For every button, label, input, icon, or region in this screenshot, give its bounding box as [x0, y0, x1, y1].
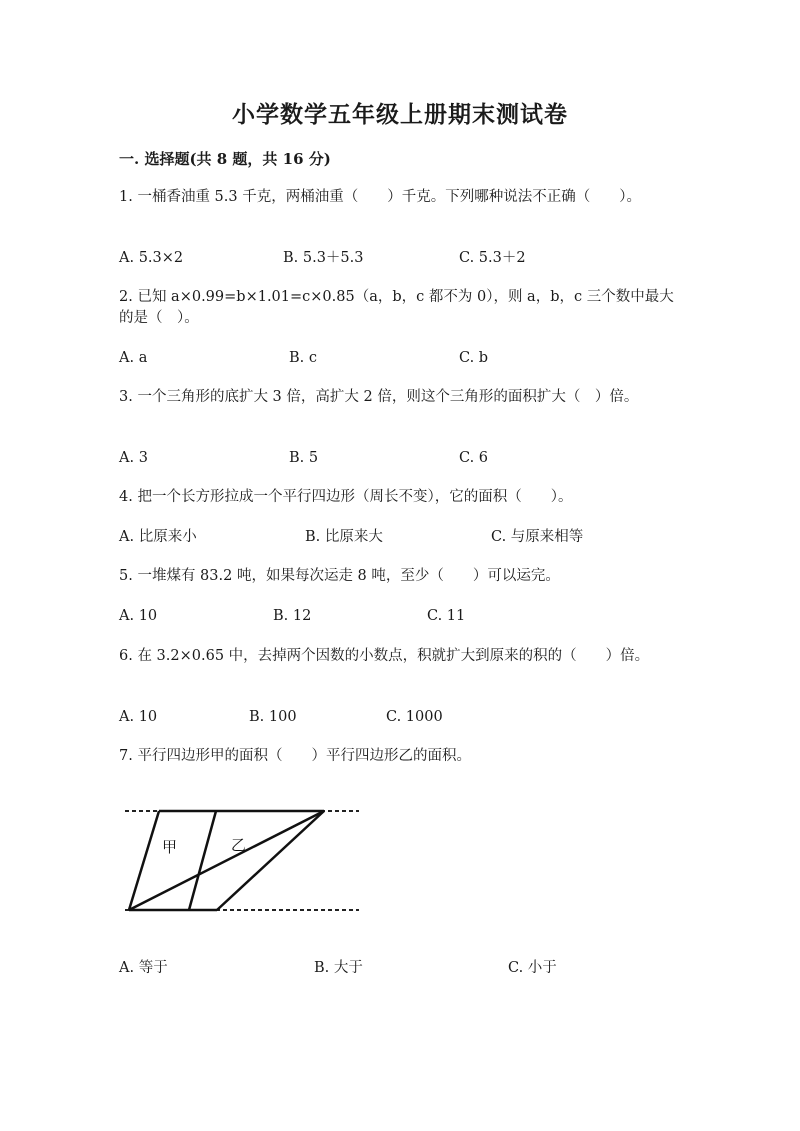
page-title: 小学数学五年级上册期末测试卷 [232, 101, 568, 128]
q7-option-c[interactable]: C. 小于 [508, 960, 557, 976]
jia-right-side [189, 811, 216, 910]
jia-left-side [129, 811, 159, 910]
question-2: 2. 已知 a×0.99=b×1.01=c×0.85（a，b，c 都不为 0），则 a，b，c 三个数中最大的是（ ）。 [119, 289, 674, 326]
q6-option-a[interactable]: A. 10 [119, 709, 158, 725]
q3-option-b[interactable]: B. 5 [289, 450, 319, 466]
q6-option-c[interactable]: C. 1000 [386, 709, 443, 725]
q1-option-b[interactable]: B. 5.3＋5.3 [283, 250, 364, 266]
question-4: 4. 把一个长方形拉成一个平行四边形（周长不变），它的面积（ ）。 [119, 489, 573, 505]
section-heading: 一. 选择题(共 8 题，共 16 分) [119, 150, 331, 168]
q2-option-b[interactable]: B. c [289, 350, 317, 366]
q4-option-c[interactable]: C. 与原来相等 [491, 529, 584, 545]
q5-option-a[interactable]: A. 10 [119, 608, 158, 624]
q4-option-b[interactable]: B. 比原来大 [305, 529, 383, 545]
label-yi: 乙 [231, 836, 247, 854]
question-6: 6. 在 3.2×0.65 中，去掉两个因数的小数点，积就扩大到原来的积的（ ）倍。 [119, 648, 650, 664]
q7-option-a[interactable]: A. 等于 [119, 960, 168, 976]
yi-left-side [129, 811, 324, 910]
q1-option-c[interactable]: C. 5.3＋2 [459, 250, 526, 266]
parallelogram-figure [119, 800, 369, 920]
q4-option-a[interactable]: A. 比原来小 [119, 529, 197, 545]
question-3: 3. 一个三角形的底扩大 3 倍，高扩大 2 倍，则这个三角形的面积扩大（ ）倍。 [119, 389, 639, 405]
q6-option-b[interactable]: B. 100 [249, 709, 297, 725]
q7-option-b[interactable]: B. 大于 [314, 960, 363, 976]
question-1: 1. 一桶香油重 5.3 千克，两桶油重（ ）千克。下列哪种说法不正确（ ）。 [119, 189, 641, 205]
q1-option-a[interactable]: A. 5.3×2 [119, 250, 184, 266]
q3-option-c[interactable]: C. 6 [459, 450, 489, 466]
q2-option-c[interactable]: C. b [459, 350, 489, 366]
q5-option-b[interactable]: B. 12 [273, 608, 312, 624]
question-5: 5. 一堆煤有 83.2 吨，如果每次运走 8 吨，至少（ ）可以运完。 [119, 568, 560, 584]
yi-right-side [217, 811, 324, 910]
q3-option-a[interactable]: A. 3 [119, 450, 148, 466]
q5-option-c[interactable]: C. 11 [427, 608, 466, 624]
label-jia: 甲 [162, 838, 178, 856]
q2-option-a[interactable]: A. a [119, 350, 148, 366]
question-7: 7. 平行四边形甲的面积（ ）平行四边形乙的面积。 [119, 748, 471, 764]
